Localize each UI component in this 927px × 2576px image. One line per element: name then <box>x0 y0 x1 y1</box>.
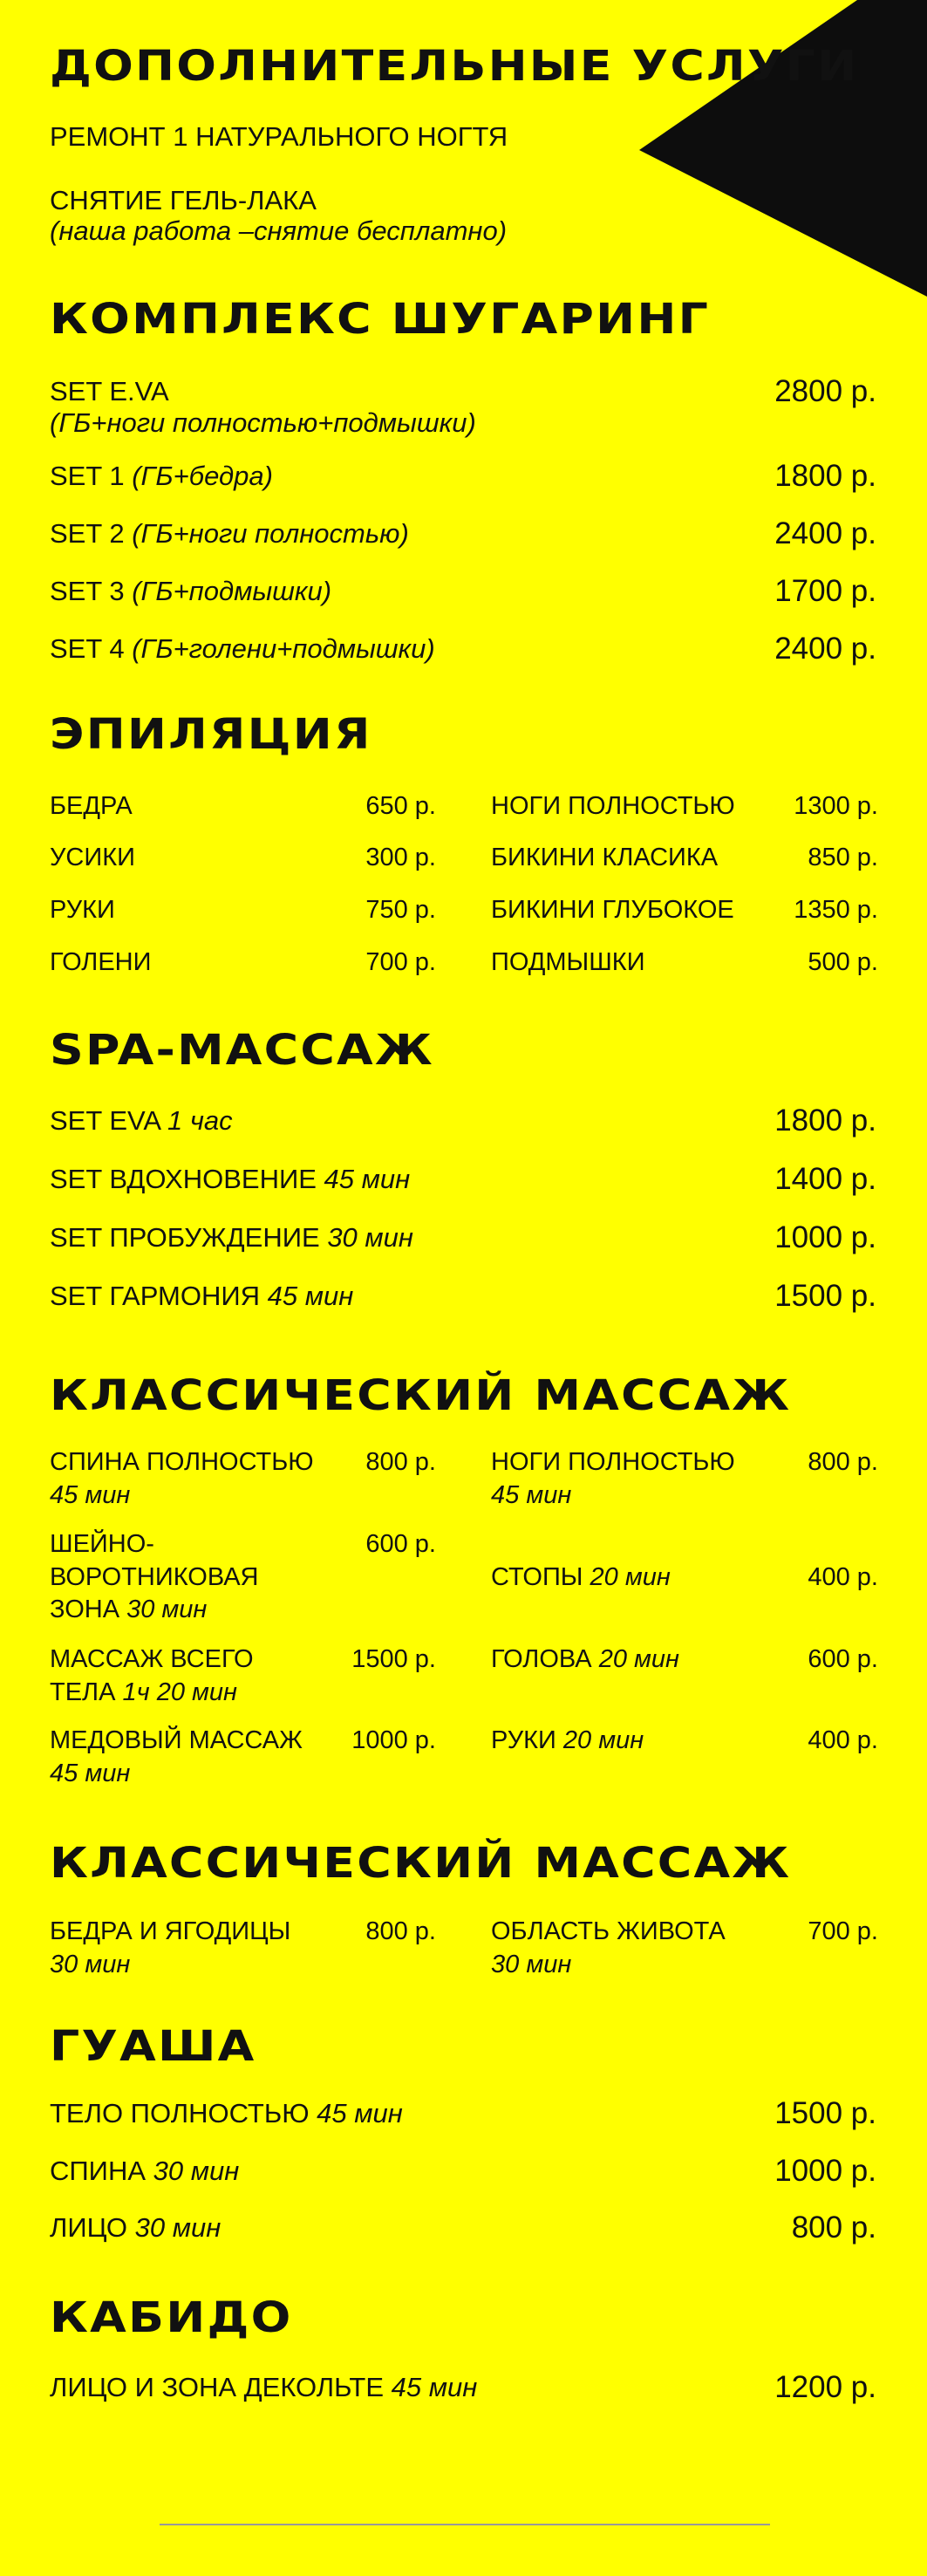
sugaring-item-price: 1800 р. <box>774 459 876 493</box>
section-title-kobido: КАБИДО <box>50 2293 293 2342</box>
classic-massage-item <box>491 1916 779 1981</box>
classic-massage-item-name: СТОПЫ <box>491 1563 590 1591</box>
classic-massage-item-price: 800 р. <box>365 1448 436 1476</box>
epilation-item-price: 750 р. <box>365 896 436 924</box>
classic-massage-item <box>50 1528 311 1627</box>
classic-massage-item-name: МЕДОВЫЙ МАССАЖ <box>50 1726 303 1754</box>
sugaring-item-name: SET 4 <box>50 633 133 664</box>
spa-item-note: 1 час <box>167 1105 233 1136</box>
epilation-item-name: ПОДМЫШКИ <box>491 948 645 976</box>
guasha-item-note: 30 мин <box>134 2212 222 2243</box>
classic-massage-item-price: 400 р. <box>808 1726 878 1754</box>
spa-item-price: 1500 р. <box>774 1279 876 1313</box>
epilation-item-name: БИКИНИ КЛАСИКА <box>491 844 719 871</box>
section-title-extra: ДОПОЛНИТЕЛЬНЫЕ УСЛУГИ <box>50 42 859 91</box>
guasha-item-price: 800 р. <box>791 2210 876 2245</box>
classic-massage-item-price: 400 р. <box>808 1563 878 1591</box>
classic-massage-item-name: ГОЛОВА <box>491 1645 599 1673</box>
section-title-classic-massage: КЛАССИЧЕСКИЙ МАССАЖ <box>50 1371 792 1420</box>
classic-massage-item-price: 1000 р. <box>351 1726 436 1754</box>
classic-massage-item <box>491 1561 779 1595</box>
classic-massage-item <box>50 1643 303 1709</box>
spa-item <box>50 1221 413 1254</box>
sugaring-item-note: (ГБ+ноги полностью) <box>132 518 409 549</box>
classic-massage-item-note: 20 мин <box>562 1726 644 1754</box>
sugaring-item-name: SET 2 <box>50 518 133 549</box>
classic-massage-item-note: 45 мин <box>491 1480 572 1509</box>
sugaring-item <box>50 575 331 607</box>
guasha-item <box>50 2155 239 2187</box>
spa-item-name: SET ВДОХНОВЕНИЕ <box>50 1164 324 1194</box>
sugaring-item-note: (ГБ+ноги полностью+подмышки) <box>50 407 476 438</box>
guasha-item <box>50 2211 221 2244</box>
classic-massage-item-name: МАССАЖ ВСЕГО ТЕЛА <box>50 1645 254 1706</box>
sugaring-item-note: (ГБ+подмышки) <box>132 576 332 606</box>
classic-massage-item-name: ОБЛАСТЬ ЖИВОТА <box>491 1917 726 1945</box>
spa-item-note: 45 мин <box>267 1281 354 1311</box>
epilation-item-price: 1300 р. <box>794 792 878 820</box>
epilation-item-name: БЕДРА <box>50 792 133 820</box>
epilation-item-price: 850 р. <box>808 844 878 871</box>
bottom-divider <box>160 2524 770 2525</box>
sugaring-item-note: (ГБ+бедра) <box>132 461 273 491</box>
guasha-item-name: СПИНА <box>50 2156 153 2186</box>
spa-item-note: 30 мин <box>327 1222 413 1253</box>
classic-massage-item <box>50 1725 337 1790</box>
epilation-item-name: ГОЛЕНИ <box>50 948 152 976</box>
classic-massage-item-note: 30 мин <box>50 1950 131 1978</box>
spa-item <box>50 1163 410 1195</box>
sugaring-item <box>50 632 435 665</box>
epilation-item-price: 500 р. <box>808 948 878 976</box>
classic-massage-item-note: 45 мин <box>50 1759 131 1787</box>
kobido-item-name: ЛИЦО И ЗОНА ДЕКОЛЬТЕ <box>50 2372 392 2402</box>
guasha-item-note: 30 мин <box>153 2156 240 2186</box>
sugaring-item-name: SET 1 <box>50 461 133 491</box>
epilation-item-name: УСИКИ <box>50 844 135 871</box>
sugaring-item-price: 2800 р. <box>774 374 876 408</box>
classic-massage-item <box>491 1725 779 1758</box>
kobido-item <box>50 2371 477 2403</box>
extra-item-gel-removal: СНЯТИЕ ГЕЛЬ-ЛАКА <box>50 185 317 215</box>
classic-massage-item-note: 30 мин <box>491 1950 572 1978</box>
kobido-item-note: 45 мин <box>391 2372 478 2402</box>
sugaring-item-note: (ГБ+голени+подмышки) <box>132 633 435 664</box>
classic-massage-item-note: 20 мин <box>598 1645 679 1673</box>
classic-massage-item <box>491 1446 779 1512</box>
epilation-item-price: 650 р. <box>365 792 436 820</box>
guasha-item-name: ТЕЛО ПОЛНОСТЬЮ <box>50 2098 317 2128</box>
spa-item-name: SET ГАРМОНИЯ <box>50 1281 268 1311</box>
spa-item-price: 1800 р. <box>774 1104 876 1138</box>
section-title-classic-massage-2: КЛАССИЧЕСКИЙ МАССАЖ <box>50 1839 792 1888</box>
section-title-sugaring: КОМПЛЕКС ШУГАРИНГ <box>50 295 711 344</box>
guasha-item-note: 45 мин <box>317 2098 403 2128</box>
epilation-item-price: 700 р. <box>365 948 436 976</box>
epilation-item-name: НОГИ ПОЛНОСТЬЮ <box>491 792 735 820</box>
spa-item <box>50 1280 353 1312</box>
epilation-item-name: БИКИНИ ГЛУБОКОЕ <box>491 896 734 924</box>
section-title-guasha: ГУАША <box>50 2022 256 2071</box>
classic-massage-item-name: РУКИ <box>491 1726 563 1754</box>
guasha-item-name: ЛИЦО <box>50 2212 135 2243</box>
classic-massage-item-price: 600 р. <box>365 1530 436 1558</box>
guasha-item-price: 1500 р. <box>774 2096 876 2130</box>
sugaring-item <box>50 517 409 550</box>
kobido-item-price: 1200 р. <box>774 2370 876 2404</box>
spa-item-price: 1400 р. <box>774 1162 876 1196</box>
sugaring-item-price: 1700 р. <box>774 574 876 608</box>
classic-massage-item-note: 1ч 20 мин <box>122 1677 237 1706</box>
classic-massage-item-name: НОГИ ПОЛНОСТЬЮ <box>491 1448 735 1476</box>
sugaring-item <box>50 460 273 492</box>
classic-massage-item-price: 800 р. <box>808 1448 878 1476</box>
extra-item-gel-removal-note: (наша работа –снятие бесплатно) <box>50 215 508 246</box>
classic-massage-item <box>50 1916 337 1981</box>
classic-massage-item-price: 700 р. <box>808 1917 878 1945</box>
classic-massage-item-name: БЕДРА И ЯГОДИЦЫ <box>50 1917 291 1945</box>
sugaring-item-name: SET E.VA <box>50 376 169 407</box>
epilation-item-name: РУКИ <box>50 896 115 924</box>
section-title-spa: SPA-МАССАЖ <box>50 1026 434 1075</box>
sugaring-item-name: SET 3 <box>50 576 133 606</box>
classic-massage-item-price: 800 р. <box>365 1917 436 1945</box>
classic-massage-item-price: 600 р. <box>808 1645 878 1673</box>
epilation-item-price: 1350 р. <box>794 896 878 924</box>
section-title-epilation: ЭПИЛЯЦИЯ <box>50 710 372 759</box>
spa-item-name: SET EVA <box>50 1105 167 1136</box>
classic-massage-item-note: 20 мин <box>590 1563 671 1591</box>
sugaring-item-price: 2400 р. <box>774 632 876 666</box>
guasha-item <box>50 2097 403 2129</box>
spa-item <box>50 1104 233 1137</box>
classic-massage-item-name: ШЕЙНО-ВОРОТНИКОВАЯ ЗОНА <box>50 1530 259 1624</box>
classic-massage-item-note: 45 мин <box>50 1480 131 1509</box>
spa-item-note: 45 мин <box>324 1164 411 1194</box>
sugaring-item-price: 2400 р. <box>774 516 876 550</box>
classic-massage-item <box>491 1643 779 1677</box>
spa-item-price: 1000 р. <box>774 1220 876 1254</box>
classic-massage-item <box>50 1446 337 1512</box>
epilation-item-price: 300 р. <box>365 844 436 871</box>
guasha-item-price: 1000 р. <box>774 2154 876 2188</box>
classic-massage-item-name: СПИНА ПОЛНОСТЬЮ <box>50 1448 314 1476</box>
extra-item-nail-repair: РЕМОНТ 1 НАТУРАЛЬНОГО НОГТЯ <box>50 121 508 152</box>
spa-item-name: SET ПРОБУЖДЕНИЕ <box>50 1222 328 1253</box>
classic-massage-item-price: 1500 р. <box>351 1645 436 1673</box>
classic-massage-item-note: 30 мин <box>126 1595 208 1624</box>
